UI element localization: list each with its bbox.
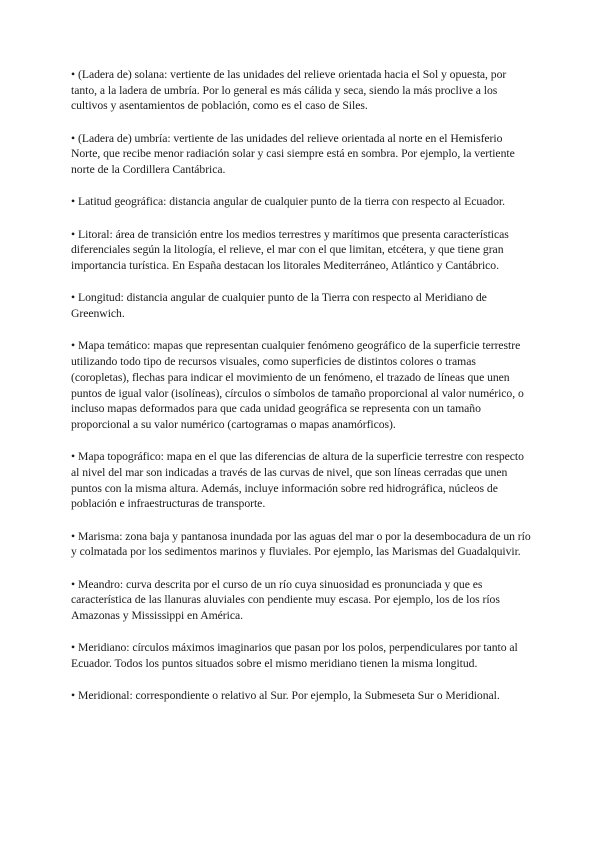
glossary-entry-marisma xyxy=(71,529,531,560)
glossary-entry-text: Litoral: área de transición entre los medios terrestres y marítimos que presenta características diferenciales según la litología, el relieve, el mar con el que limitan, etcétera, y que tiene gran importancia turística. En España destacan los litorales Mediterráneo, Atlántico y Cantábrico. xyxy=(71,227,509,273)
bullet-icon: • xyxy=(71,227,76,241)
glossary-entry-mapa-topografico xyxy=(71,449,531,512)
bullet-icon: • xyxy=(71,529,76,543)
glossary-entry-longitud xyxy=(71,290,531,321)
glossary-entry-meandro xyxy=(71,577,531,624)
glossary-entry-text: (Ladera de) umbría: vertiente de las unidades del relieve orientada al norte en el Hemisferio Norte, que recibe menor radiación solar y casi siempre está en sombra. Por ejemplo, la vertiente norte de la Cordillera Cantábrica. xyxy=(71,131,515,177)
bullet-icon: • xyxy=(71,689,76,703)
glossary-entry-text: Mapa temático: mapas que representan cualquier fenómeno geográfico de la superficie terrestre utilizando todo tipo de recursos visuales, como superficies de distintos colores o tramas (coropletas), flechas para indicar el movimiento de un fenómeno, el trazado de líneas que unen puntos de igual valor (isolíneas), círculos o símbolos de tamaño proporcional al valor numérico, o incluso mapas deformados para que cada unidad geográfica se representa con un tamaño proporcional a su valor numérico (cartogramas o mapas anamórficos). xyxy=(71,339,524,431)
bullet-icon: • xyxy=(71,577,76,591)
glossary-entry-text: Meandro: curva descrita por el curso de un río cuya sinuosidad es pronunciada y que es característica de las llanuras aluviales con pendiente muy escasa. Por ejemplo, los de los ríos Amazonas y Mississippi en América. xyxy=(71,577,500,623)
glossary-entry-text: Latitud geográfica: distancia angular de cualquier punto de la tierra con respecto al Ecuador. xyxy=(78,195,505,209)
glossary-entry-text: Mapa topográfico: mapa en el que las diferencias de altura de la superficie terrestre con respecto al nivel del mar son indicadas a través de las curvas de nivel, que son líneas cerradas que unen puntos con la misma altura. Además, incluye información sobre red hidrográfica, núcleos de población e infraestructuras de transporte. xyxy=(71,450,524,511)
bullet-icon: • xyxy=(71,641,76,655)
glossary-entry-text: (Ladera de) solana: vertiente de las unidades del relieve orientada hacia el Sol y opuesta, por tanto, a la ladera de umbría. Por lo general es más cálida y seca, siendo la más proclive a los cultivos y asentamientos de población, como es el caso de Siles. xyxy=(71,68,507,113)
glossary-entry-text: Meridional: correspondiente o relativo al Sur. Por ejemplo, la Submeseta Sur o Meridional. xyxy=(78,689,500,703)
bullet-icon: • xyxy=(71,131,76,145)
glossary-entry-umbria xyxy=(71,131,531,178)
glossary-entry-mapa-tematico xyxy=(71,338,531,432)
glossary-list xyxy=(71,67,531,721)
bullet-icon: • xyxy=(71,450,76,464)
glossary-entry-litoral xyxy=(71,227,531,274)
bullet-icon: • xyxy=(71,291,76,305)
glossary-entry-text: Longitud: distancia angular de cualquier punto de la Tierra con respecto al Meridiano de Greenwich. xyxy=(71,291,487,321)
glossary-entry-text: Marisma: zona baja y pantanosa inundada por las aguas del mar o por la desembocadura de un río y colmatada por los sedimentos marinos y fluviales. Por ejemplo, las Marismas del Guadalquivir. xyxy=(71,529,531,559)
bullet-icon: • xyxy=(71,339,76,353)
glossary-entry-latitud xyxy=(71,194,531,210)
glossary-entry-meridiano xyxy=(71,640,531,671)
glossary-entry-solana xyxy=(71,67,531,114)
bullet-icon: • xyxy=(71,195,76,209)
glossary-entry-meridional xyxy=(71,688,531,704)
glossary-entry-text: Meridiano: círculos máximos imaginarios que pasan por los polos, perpendiculares por tanto al Ecuador. Todos los puntos situados sobre el mismo meridiano tienen la misma longitud. xyxy=(71,641,518,671)
bullet-icon: • xyxy=(71,68,76,81)
